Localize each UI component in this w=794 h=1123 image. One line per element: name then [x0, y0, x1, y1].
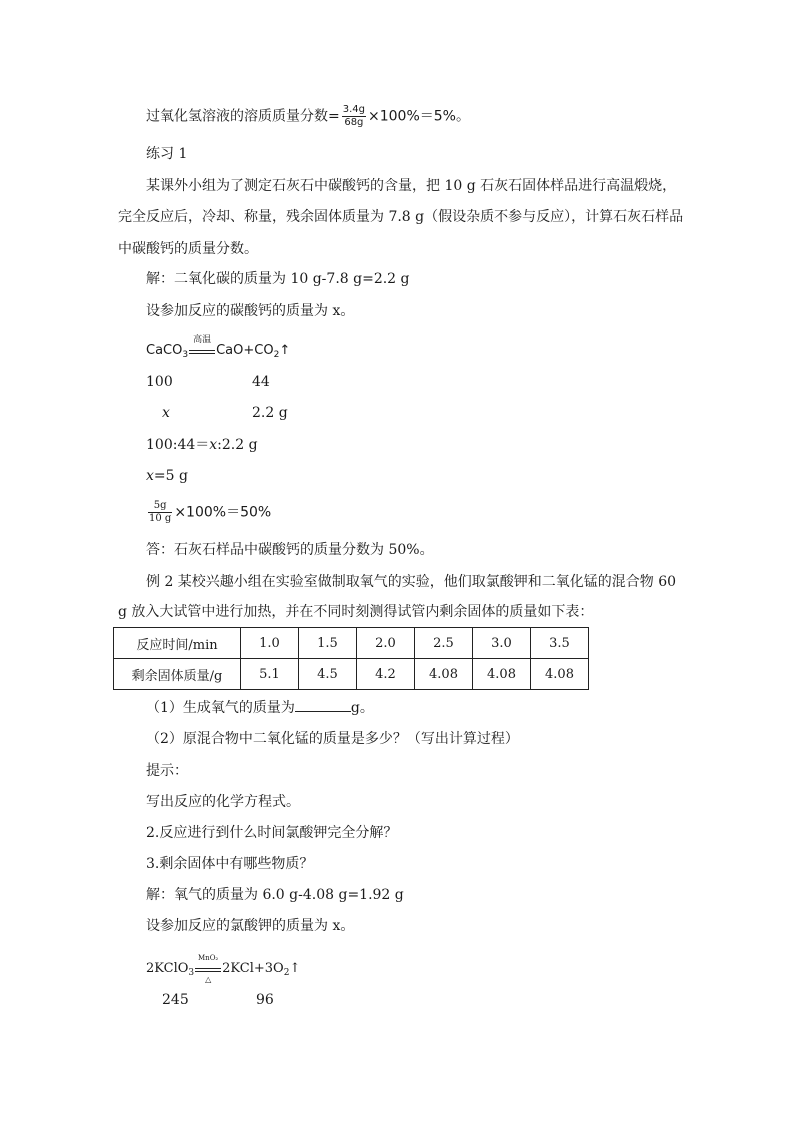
example-2-line-1: 例 2 某校兴趣小组在实验室做制取氧气的实验，他们取氯酸钾和二氧化锰的混合物 60 [146, 574, 677, 590]
solution-assume-kclo3: 设参加反应的氯酸钾的质量为 x。 [146, 918, 355, 934]
table-cell: 2.0 [357, 628, 415, 659]
table-cell: 4.08 [473, 659, 531, 690]
hint-1: 写出反应的化学方程式。 [146, 794, 300, 810]
gas-arrow-icon: ↑ [289, 961, 301, 976]
table-cell: 4.2 [357, 659, 415, 690]
table-cell: 4.08 [531, 659, 589, 690]
ratio-row-1-left: 100 [146, 374, 173, 390]
proportion-equation: 100:44＝x:2.2 g [146, 437, 258, 453]
solution-assume-x: 设参加反应的碳酸钙的质量为 x。 [146, 303, 355, 319]
hint-3: 3.剩余固体中有哪些物质？ [146, 856, 314, 872]
table-header-time: 反应时间/min [114, 628, 241, 659]
percentage-line: $\frac{5g}{10 g}$ ×100%＝50% [149, 500, 272, 524]
table-header-mass: 剩余固体质量/g [114, 659, 241, 690]
answer-blank[interactable] [295, 699, 351, 712]
table-cell: 2.5 [415, 628, 473, 659]
mass-fraction-result: ×100%＝5%。 [368, 108, 470, 125]
high-temperature-condition [189, 335, 215, 354]
example-2-line-2: g 放入大试管中进行加热，并在不同时刻测得试管内剩余固体的质量如下表： [118, 604, 594, 620]
ratio-row-2-left: x [162, 405, 170, 421]
table-cell: 3.0 [473, 628, 531, 659]
products-cao-co2: $CaO+CO_2↑$ [216, 343, 291, 360]
problem-text-line-1: 某课外小组为了测定石灰石中碳酸钙的含量，把 10 g 石灰石固体样品进行高温煅烧， [146, 178, 677, 194]
question-2: （2）原混合物中二氧化锰的质量是多少？（写出计算过程） [146, 731, 519, 747]
fraction-numerator: 3.4g [342, 104, 365, 115]
heat-triangle-icon: △ [205, 975, 212, 984]
table-row [114, 659, 589, 690]
table-row [114, 628, 589, 659]
table-cell: 4.08 [415, 659, 473, 690]
condition-label: 高温 [193, 335, 212, 345]
answer-line: 答：石灰石样品中碳酸钙的质量分数为 50%。 [146, 542, 434, 558]
ratio-row-3-right: 96 [256, 992, 274, 1008]
table-cell: 1.5 [299, 628, 357, 659]
products-kcl-o2: $2KCl+3O_2↑$ [222, 961, 301, 978]
problem-text-line-3: 中碳酸钙的质量分数。 [118, 241, 258, 257]
table-cell: 5.1 [241, 659, 299, 690]
table-cell: 4.5 [299, 659, 357, 690]
x-result: x=5 g [146, 468, 188, 484]
catalyst-label: MnO₂ [198, 954, 219, 962]
solution-co2-mass: 解：二氧化碳的质量为 10 g-7.8 g=2.2 g [146, 271, 410, 287]
equation-kclo3-decomposition [146, 954, 301, 984]
exercise-heading: 练习 1 [146, 146, 188, 162]
ratio-row-3-left: 245 [162, 992, 189, 1008]
fraction-3-4-over-68 [342, 104, 366, 129]
solution-o2-mass: 解：氧气的质量为 6.0 g-4.08 g=1.92 g [146, 887, 404, 903]
gas-arrow-icon: ↑ [279, 343, 291, 358]
hint-2: 2.反应进行到什么时间氯酸钾完全分解？ [146, 825, 398, 841]
fraction-denominator: 68g [344, 117, 364, 128]
reactant-kclo3: 2KClO$_3$ [146, 961, 195, 978]
mass-fraction-prefix: 过氧化氢溶液的溶质质量分数= [146, 108, 340, 125]
table-cell: 3.5 [531, 628, 589, 659]
table-cell: 1.0 [241, 628, 299, 659]
problem-text-line-2: 完全反应后，冷却、称量，残余固体质量为 7.8 g（假设杂质不参与反应），计算石灰石样品 [118, 209, 684, 225]
equation-caco3-decomposition [146, 335, 291, 360]
reaction-data-table [113, 627, 589, 690]
ratio-row-2-right: 2.2 g [252, 405, 288, 421]
question-1: （1）生成氧气的质量为 g。 [146, 700, 374, 716]
hint-heading: 提示： [146, 763, 188, 779]
mass-fraction-line [146, 104, 470, 129]
reactant-caco3: CaCO$_3$ [146, 343, 189, 360]
fraction-5-over-10: $\frac{5g}{10 g}$ [149, 500, 172, 524]
catalyst-heat-condition [195, 954, 221, 984]
ratio-row-1-right: 44 [252, 374, 270, 390]
